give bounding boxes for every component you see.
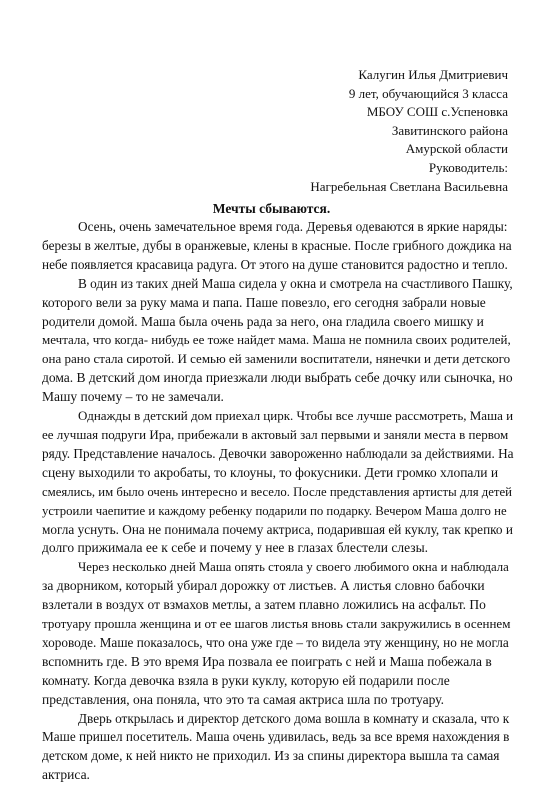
- author-name: Калугин Илья Дмитриевич: [358, 67, 508, 82]
- text-line: комнату. Когда девочка взяла в руки куклу, которую ей подарили после: [42, 672, 450, 688]
- document-title: Мечты сбываются.: [212, 201, 331, 216]
- text-line: сцену выходили то акробаты, то клоуны, то фокусники. Дети громко хлопали и: [42, 464, 499, 480]
- text-line: Дверь открылась и директор детского дома вошла в комнату и сказала, что к: [78, 710, 510, 726]
- author-district: Завитинского района: [391, 122, 508, 138]
- text-line: которого вели за руку мама и папа. Паше повезло, его сегодня забрали новые: [42, 294, 486, 310]
- story-body: [42, 218, 514, 785]
- text-line: взлетали в воздух от взмахов метлы, а затем плавно ложились на асфальт. По: [42, 597, 486, 613]
- supervisor-label: Руководитель:: [428, 159, 508, 175]
- text-line: Осень, очень замечательное время года. Деревья одеваются в яркие наряды:: [78, 219, 508, 234]
- text-line: актриса.: [42, 767, 90, 783]
- text-line: тротуару прошла женщина и от ее шагов листья вновь стали закружились в осеннем: [42, 616, 511, 632]
- supervisor-name: Нагребельная Светлана Васильевна: [310, 178, 508, 194]
- text-line: Однажды в детский дом приехал цирк. Чтобы все лучше рассмотреть, Маша и: [78, 408, 514, 424]
- text-line: за дворником, который убирал дорожку от листьев. А листья словно бабочки: [42, 578, 485, 594]
- author-school: МБОУ СОШ с.Успеновка: [366, 104, 508, 120]
- text-line: мечтала, что когда- нибудь ее тоже найдет мама. Маша не помнила своих родителей,: [42, 332, 511, 348]
- author-age-class: 9 лет, обучающийся 3 класса: [348, 85, 508, 101]
- text-line: устроили чаепитие и каждому ребенку подарили по подарку. Вечером Маша долго не: [42, 503, 507, 518]
- text-line: ее лучшая подруги Ира, прибежали в актовый зал первыми и заняли места в первом: [42, 426, 509, 442]
- text-line: могла уснуть. Она не понимала почему актриса, подарившая ей куклу, так крепко и: [42, 521, 513, 537]
- text-line: В один из таких дней Маша сидела у окна и смотрела на счастливого Пашку,: [78, 275, 513, 291]
- text-line: детском доме, к ней никто не приходил. Из за спины директора вышла та самая: [42, 748, 500, 764]
- text-line: она рано стала сиротой. И семью ей заменили воспитатели, нянечки и дети детского: [42, 351, 511, 367]
- text-line: березы в желтые, дубы в оранжевые, клены в красные. После грибного дождика на: [42, 237, 512, 253]
- author-info-block: [250, 66, 508, 196]
- text-line: хороводе. Маше показалось, что она уже где – то видела эту женщину, но не могла: [42, 634, 509, 650]
- text-line: ряду. Представление началось. Девочки завороженно наблюдали за действиями. На: [42, 445, 514, 461]
- text-line: долго прижимала ее к себе и почему у нее в глазах блестели слезы.: [42, 540, 429, 556]
- text-line: вспомнить где. В это время Ира позвала ее поиграть с ней и Маша побежала в: [42, 653, 492, 669]
- text-line: дома. В детский дом иногда приезжали люди выбрать себе дочку или сыночка, но: [42, 370, 513, 386]
- text-line: Через несколько дней Маша опять стояла у своего любимого окна и наблюдала: [78, 560, 509, 575]
- text-line: Машу почему – то не замечали.: [42, 389, 224, 405]
- text-line: смеялись, им было очень интересно и весело. После представления артисты для детей: [42, 484, 512, 499]
- text-line: небе появляется красавица радуга. От этого на душе становится радостно и тепло.: [42, 256, 508, 272]
- text-line: родители домой. Маша была очень рада за него, она гладила своего мишку и: [42, 313, 484, 329]
- author-region: Амурской области: [405, 141, 508, 157]
- text-line: представления, она поняла, что это та самая актриса шла по тротуару.: [42, 691, 444, 707]
- text-line: Маше пришел посетитель. Маша очень удивилась, ведь за все время нахождения в: [42, 729, 510, 745]
